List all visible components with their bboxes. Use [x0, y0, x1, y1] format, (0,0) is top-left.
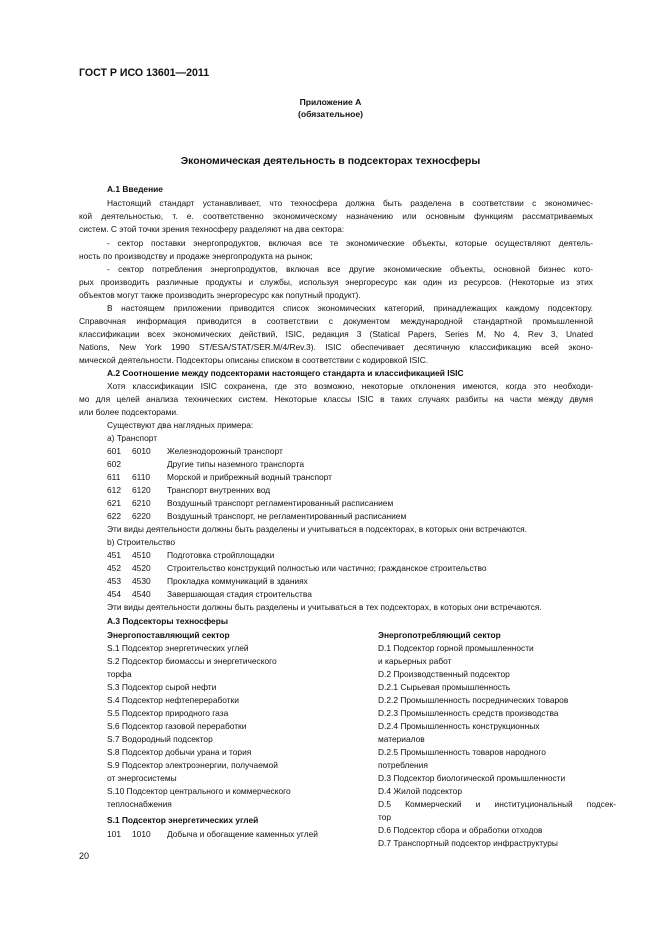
- isic-class: 6120: [132, 485, 151, 495]
- isic-description: Транспорт внутренних вод: [167, 485, 271, 495]
- demand-list-item: D.1 Подсектор горной промышленности: [378, 643, 534, 653]
- isic-code: 451: [107, 550, 121, 560]
- demand-list-item: D.2.2 Промышленность посреднических товаров: [378, 695, 569, 705]
- isic-code: 101: [107, 829, 121, 839]
- isic-code: 602: [107, 459, 121, 469]
- isic-description: Подготовка стройплощадки: [167, 550, 275, 560]
- supply-list-item: S.2 Подсектор биомассы и энергетического: [107, 656, 277, 666]
- isic-code: 452: [107, 563, 121, 573]
- demand-list-item: потребления: [378, 760, 428, 770]
- demand-list-item: D.7 Транспортный подсектор инфраструктуры: [378, 838, 558, 848]
- isic-code: 612: [107, 485, 121, 495]
- isic-class: 4510: [132, 550, 151, 560]
- isic-description: Завершающая стадия строительства: [167, 589, 312, 599]
- demand-list-item: D.2.4 Промышленность конструкционных: [378, 721, 540, 731]
- appendix-subtitle: (обязательное): [297, 109, 364, 119]
- supply-list-item: S.4 Подсектор нефтепереработки: [107, 695, 239, 705]
- paragraph-line: Хотя классификации ISIC сохранена, где это возможно, некоторые отклонения имеются, когда это необходи-: [107, 381, 593, 391]
- isic-description: Прокладка коммуникаций в зданиях: [167, 576, 308, 586]
- demand-list-item: D.5 Коммерческий и институциональный подсек-: [378, 799, 616, 809]
- demand-list-item: D.2 Производственный подсектор: [378, 669, 510, 679]
- supply-list-item: S.10 Подсектор центрального и коммерческого: [107, 786, 291, 796]
- example-b-label: b) Строительство: [107, 537, 176, 547]
- isic-class: 4530: [132, 576, 151, 586]
- demand-list-item: D.2.5 Промышленность товаров народного: [378, 747, 546, 757]
- demand-list-item: D.2.1 Сырьевая промышленность: [378, 682, 511, 692]
- isic-description: Морской и прибрежный водный транспорт: [167, 472, 332, 482]
- paragraph-line: Nations, New York 1990 ST/ESA/STAT/SER.M/4/Rev.3). ISIC обеспечивает десятичную классификацию всей эконо-: [79, 342, 593, 352]
- demand-list-item: D.3 Подсектор биологической промышленности: [378, 773, 566, 783]
- isic-class: 4540: [132, 589, 151, 599]
- isic-class: 1010: [132, 829, 151, 839]
- supply-list-item: S.6 Подсектор газовой переработки: [107, 721, 247, 731]
- supply-list-item: S.9 Подсектор электроэнергии, получаемой: [107, 760, 278, 770]
- isic-code: 454: [107, 589, 121, 599]
- supply-list-item: от энергосистемы: [107, 773, 177, 783]
- demand-list-item: D.4 Жилой подсектор: [378, 786, 462, 796]
- paragraph-line: классификации всех экономических действий, ISIC, редакция 3 (Statical Papers, Series M, No 4, Rev 3, Unated: [79, 329, 593, 339]
- page-number: 20: [79, 851, 90, 861]
- paragraph-line: Справочная информация приводится в соответствии с документом международной стандартной промышленной: [79, 316, 593, 326]
- demand-sector-heading: Энергопотребляющий сектор: [378, 630, 501, 640]
- isic-code: 611: [107, 472, 121, 482]
- isic-description: Воздушный транспорт регламентированный расписанием: [167, 498, 394, 508]
- isic-code: 453: [107, 576, 121, 586]
- paragraph-line: объектов могут также производить энергоресурс как попутный продукт).: [79, 290, 361, 300]
- note-line: Эти виды деятельности должны быть разделены и учитываться в тех подсекторах, в которых они встречаются.: [107, 602, 542, 612]
- isic-description: Строительство конструкций полностью или частично; гражданское строительство: [167, 563, 487, 573]
- supply-list-item: S.5 Подсектор природного газа: [107, 708, 229, 718]
- document-title: Экономическая деятельность в подсекторах техносферы: [180, 156, 481, 167]
- isic-code: 621: [107, 498, 121, 508]
- paragraph-line: Существуют два наглядных примера:: [107, 420, 254, 430]
- paragraph-line: ность по производству и продаже энергопродукта на рынок;: [79, 251, 313, 261]
- supply-list-item: теплоснабжения: [107, 799, 172, 809]
- isic-description: Добыча и обогащение каменных углей: [167, 829, 318, 839]
- demand-list-item: D.6 Подсектор сбора и обработки отходов: [378, 825, 543, 835]
- isic-class: 6110: [132, 472, 151, 482]
- supply-list-item: S.3 Подсектор сырой нефти: [107, 682, 217, 692]
- isic-class: 6010: [132, 446, 151, 456]
- isic-class: 4520: [132, 563, 151, 573]
- isic-class: 6220: [132, 511, 151, 521]
- demand-list-item: и карьерных работ: [378, 656, 452, 666]
- supply-list-item: S.1 Подсектор энергетических углей: [107, 643, 249, 653]
- isic-description: Воздушный транспорт, не регламентированный расписанием: [167, 511, 407, 521]
- isic-description: Железнодорожный транспорт: [167, 446, 283, 456]
- isic-class: 6210: [132, 498, 151, 508]
- supply-list-item: торфа: [107, 669, 132, 679]
- section-heading-a3: А.3 Подсекторы техносферы: [107, 616, 228, 626]
- example-a-label: а) Транспорт: [107, 433, 158, 443]
- document-header: ГОСТ Р ИСО 13601—2011: [79, 67, 210, 79]
- paragraph-line: - сектор потребления энергопродуктов, включая все другие экономические объекты, основной бизнес кото-: [107, 264, 593, 274]
- isic-code: 601: [107, 446, 121, 456]
- paragraph-line: В настоящем приложении приводится список экономических категорий, принадлежащих каждому подсектору.: [107, 303, 593, 313]
- section-heading-a1: А.1 Введение: [107, 184, 163, 194]
- appendix-title: Приложение А: [299, 97, 362, 107]
- supply-list-item: S.8 Подсектор добычи урана и тория: [107, 747, 252, 757]
- supply-sector-heading: Энергопоставляющий сектор: [107, 630, 230, 640]
- paragraph-line: или более подсекторами.: [79, 407, 179, 417]
- paragraph-line: рых производить различные продукты и службы, используя энергоресурс как один из ресурсов. (Некоторые из этих: [79, 277, 593, 287]
- demand-list-item: тор: [378, 812, 392, 822]
- isic-description: Другие типы наземного транспорта: [167, 459, 305, 469]
- isic-code: 622: [107, 511, 121, 521]
- section-heading-a2: А.2 Соотношение между подсекторами настоящего стандарта и классификацией ISIC: [107, 368, 464, 378]
- paragraph-line: мо для целей анализа технических систем. Некоторые классы ISIC в таких случаях разбиты на части между двумя: [79, 394, 593, 404]
- paragraph-line: - сектор поставки энергопродуктов, включая все те экономические объекты, которые осуществляют деятель-: [107, 238, 593, 248]
- paragraph-line: Настоящий стандарт устанавливает, что техносфера должна быть разделена в соответствии с экономичес-: [107, 198, 593, 208]
- paragraph-line: кой деятельностью, т. е. соответственно экономическому назначению или основным функциям рассматриваемых: [79, 211, 593, 221]
- paragraph-line: систем. С этой точки зрения техносферу разделяют на два сектора:: [79, 224, 345, 234]
- supply-list-item: S.7 Водородный подсектор: [107, 734, 213, 744]
- paragraph-line: мической деятельности. Подсекторы описаны списком в соответствии с кодировкой ISIC.: [79, 355, 429, 365]
- section-heading-s1: S.1 Подсектор энергетических углей: [107, 815, 259, 825]
- demand-list-item: D.2.3 Промышленность средств производства: [378, 708, 559, 718]
- note-line: Эти виды деятельности должны быть разделены и учитываться в подсекторах, в которых они встречаются.: [107, 524, 528, 534]
- demand-list-item: материалов: [378, 734, 425, 744]
